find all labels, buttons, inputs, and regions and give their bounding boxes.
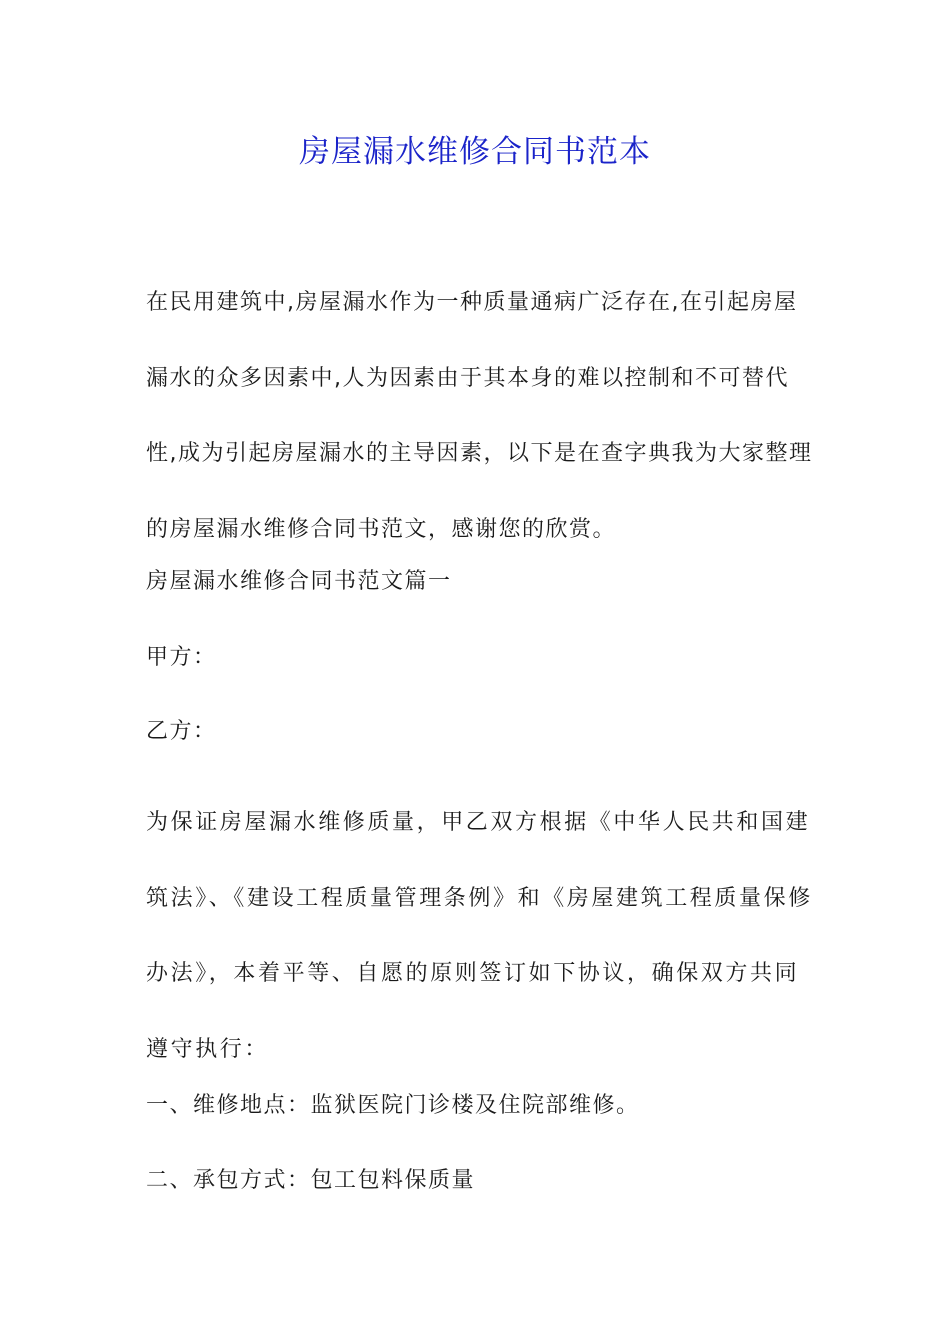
intro-paragraph: 在民用建筑中,房屋漏水作为一种质量通病广泛存在,在引起房屋漏水的众多因素中,人为因素由于其本身的难以控制和不可替代性,成为引起房屋漏水的主导因素，以下是在查字典我为大家整理的房屋漏水维修合同书范文，感谢您的欣赏。 xyxy=(146,290,813,542)
party-a-label: 甲方： xyxy=(146,645,217,670)
clause-item-1: 一、维修地点：监狱医院门诊楼及住院部维修。 xyxy=(146,1093,640,1118)
basis-paragraph: 为保证房屋漏水维修质量，甲乙双方根据《中华人民共和国建筑法》、《建设工程质量管理条例》和《房屋建筑工程质量保修办法》，本着平等、自愿的原则签订如下协议，确保双方共同遵守执行： xyxy=(146,810,813,1062)
document-title: 房屋漏水维修合同书范本 xyxy=(299,134,651,170)
clause-item-2: 二、承包方式：包工包料保质量 xyxy=(146,1168,476,1193)
party-b-label: 乙方： xyxy=(146,719,217,744)
section-heading: 房屋漏水维修合同书范文篇一 xyxy=(146,569,452,594)
